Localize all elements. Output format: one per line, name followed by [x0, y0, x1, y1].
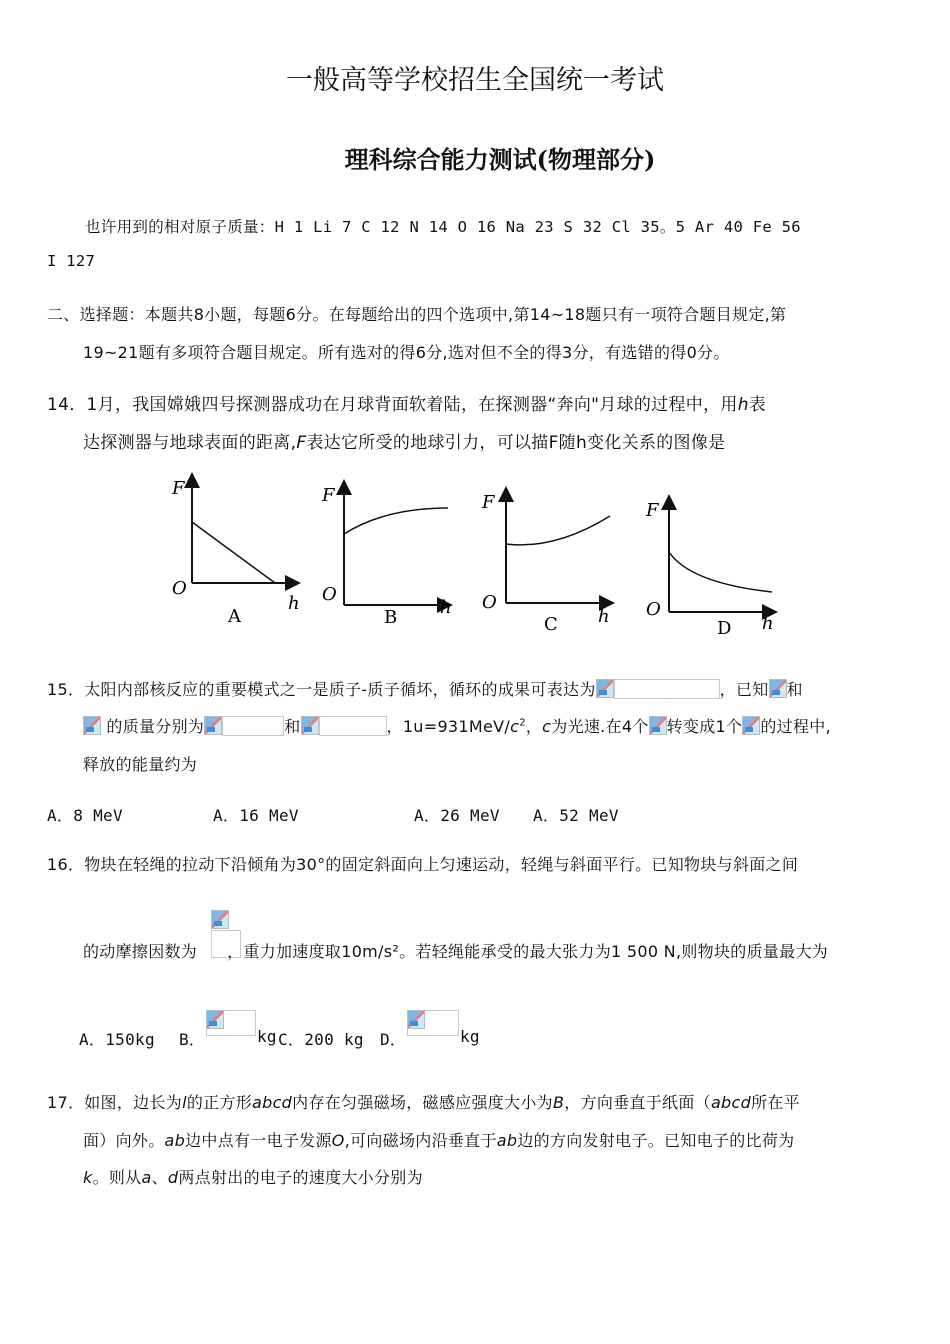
q17-text-h: ,可向磁场内沿垂直于: [344, 1131, 497, 1150]
q16-option-b-image: [206, 1010, 256, 1036]
q15-text-e: 和: [284, 717, 301, 736]
q15-line3: 释放的能量约为: [83, 755, 198, 774]
graph-c-axis-f: F: [482, 492, 495, 513]
q15-text-b: ，已知: [719, 680, 769, 699]
formula-image-icon: [204, 716, 222, 735]
q16-option-b-unit: kg: [257, 1027, 277, 1046]
graph-c-curve: [506, 516, 610, 545]
q17-text-f: 面）向外。: [83, 1131, 165, 1150]
q17-text-j: 。则从: [92, 1168, 142, 1187]
graph-c-origin: O: [482, 592, 497, 613]
formula-image-icon: [206, 1010, 224, 1029]
formula-placeholder: [319, 716, 387, 736]
q14-text-d: 表达它所受的地球引力，可以描F随h变化关系的图像是: [306, 433, 726, 453]
q17-text-d: ，方向垂直于纸面（: [564, 1093, 711, 1112]
q15-option-b: A．16 MeV: [213, 806, 299, 825]
q17-var-l: l: [182, 1093, 187, 1112]
q16-option-d: D．: [380, 1030, 407, 1049]
graph-b-axis-f: F: [322, 485, 335, 506]
graph-b-origin: O: [322, 584, 337, 605]
q17-line2: [83, 1128, 794, 1151]
formula-image-icon: [407, 1010, 425, 1029]
graph-a-axis-f: F: [172, 478, 185, 499]
q14-var-F: F: [296, 433, 307, 453]
q17-var-a: a: [141, 1168, 152, 1187]
q15-line2: [83, 714, 831, 737]
q16-option-a: A．150kg: [79, 1030, 155, 1049]
graph-a-curve: [192, 522, 275, 583]
graph-d-axis-h: h: [762, 613, 774, 634]
q15-text-a: 15．太阳内部核反应的重要模式之一是质子-质子循坏，循环的成果可表达为: [47, 680, 596, 699]
q17-text-l: 两点射出的电子的速度大小分别为: [178, 1168, 423, 1187]
graph-d-axis-f: F: [646, 500, 659, 521]
document-title: 一般高等学校招生全国统一考试: [286, 65, 664, 96]
q17-text-e: 所在平: [751, 1093, 800, 1112]
formula-image-icon: [742, 716, 760, 735]
section2-line2: 19~21题有多项符合题目规定。所有选对的得6分,选对但不全的得3分，有选错的得0分。: [83, 343, 730, 362]
q16-option-b: B．: [179, 1030, 206, 1049]
q14-text-c: 达探测器与地球表面的距离,: [83, 433, 297, 453]
q17-var-k: k: [83, 1168, 93, 1187]
q17-var-O: O: [331, 1131, 345, 1150]
graph-b-label: B: [384, 607, 398, 628]
q16-line2: [83, 939, 828, 962]
q14-line2: [83, 428, 725, 453]
q15-var-c2: c: [542, 717, 552, 736]
q15-text-h: 为光速.在4个: [551, 717, 649, 736]
q17-text-b: 的正方形: [186, 1093, 253, 1112]
formula-placeholder: [222, 716, 284, 736]
q17-var-d: d: [167, 1168, 179, 1187]
graph-a-label: A: [228, 606, 241, 627]
q14-line1: [47, 390, 766, 415]
q15-text-d: 的质量分别为: [106, 717, 205, 736]
q15-sup2: 2: [519, 717, 526, 729]
q17-text-a: 17．如图，边长为: [47, 1093, 183, 1112]
q16-option-d-image: [407, 1010, 459, 1036]
q17-var-abcd: abcd: [252, 1093, 293, 1112]
q17-text-k: 、: [151, 1168, 168, 1187]
graph-a: [171, 478, 300, 627]
section2-line1: 二、选择题：本题共8小题，每题6分。在每题给出的四个选项中,第14~18题只有一项符合题目规定,第: [47, 305, 787, 324]
q14-graphs: [160, 470, 800, 645]
graph-a-origin: O: [172, 578, 187, 599]
graph-a-axis-h: h: [288, 593, 300, 614]
graph-c-axis-h: h: [598, 606, 610, 627]
q15-text-c: 和: [786, 680, 803, 699]
q15-text-f: ，1u=931MeV/: [386, 717, 511, 736]
q14-text-a: 14．1月，我国嫦娥四号探测器成功在月球背面软着陆，在探测器“奔向"月球的过程中，用: [47, 395, 738, 415]
q15-option-c: A．26 MeV: [414, 806, 500, 825]
q17-var-B: B: [552, 1093, 565, 1112]
q15-var-c: c: [510, 717, 520, 736]
graph-d: [645, 500, 774, 639]
formula-image-icon: [769, 679, 787, 698]
q15-text-g: ，: [525, 717, 543, 736]
formula-image-icon: [301, 716, 319, 735]
graph-c-label: C: [544, 614, 558, 635]
formula-image-icon: [83, 716, 101, 735]
graph-d-curve: [669, 552, 772, 592]
q17-var-abcd2: abcd: [710, 1093, 752, 1112]
q16-text-a: 的动摩擦因数为: [83, 942, 198, 961]
atomic-masses-line2: I 127: [47, 252, 96, 270]
graph-d-origin: O: [646, 599, 661, 620]
q15-option-a: A．8 MeV: [47, 806, 123, 825]
q14-var-h: h: [737, 395, 749, 415]
graph-b: [321, 485, 452, 628]
q15-text-j: 的过程中,: [760, 717, 831, 736]
formula-image-icon: [211, 910, 229, 929]
graph-d-label: D: [717, 618, 732, 639]
q15-text-i: 转变成1个: [666, 717, 743, 736]
q17-var-ab: ab: [164, 1131, 186, 1150]
q17-line3: [83, 1165, 423, 1188]
atomic-masses-line1: 也许用到的相对原子质量：H 1 Li 7 C 12 N 14 O 16 Na 23 S 32 Cl 35。5 Ar 40 Fe 56: [85, 218, 801, 236]
graph-b-curve: [344, 508, 448, 534]
q15-line1: [47, 677, 803, 700]
graph-b-axis-h: h: [440, 597, 452, 618]
q17-line1: [47, 1090, 800, 1113]
q17-text-i: 边的方向发射电子。已知电子的比荷为: [517, 1131, 795, 1150]
q17-text-g: 边中点有一电子发源: [185, 1131, 332, 1150]
q16-option-d-unit: kg: [460, 1027, 480, 1046]
formula-image-icon: [596, 679, 614, 698]
q16-text-b: ，重力加速度取10m/s²。若轻绳能承受的最大张力为1 500 N,则物块的质量最大为: [227, 942, 829, 961]
graph-c: [481, 492, 610, 635]
q17-var-ab2: ab: [496, 1131, 518, 1150]
q16-line1: 16．物块在轻绳的拉动下沿倾角为30°的固定斜面向上匀速运动，轻绳与斜面平行。已知物块与斜面之间: [47, 855, 799, 874]
document-subtitle: 理科综合能力测试(物理部分): [344, 145, 656, 174]
q14-text-b: 表: [748, 395, 767, 415]
formula-placeholder: [614, 679, 720, 699]
formula-image-icon: [649, 716, 667, 735]
q16-option-c: C．200 kg: [278, 1030, 364, 1049]
q15-option-d: A．52 MeV: [533, 806, 619, 825]
q17-text-c: 内存在匀强磁场，磁感应强度大小为: [292, 1093, 553, 1112]
